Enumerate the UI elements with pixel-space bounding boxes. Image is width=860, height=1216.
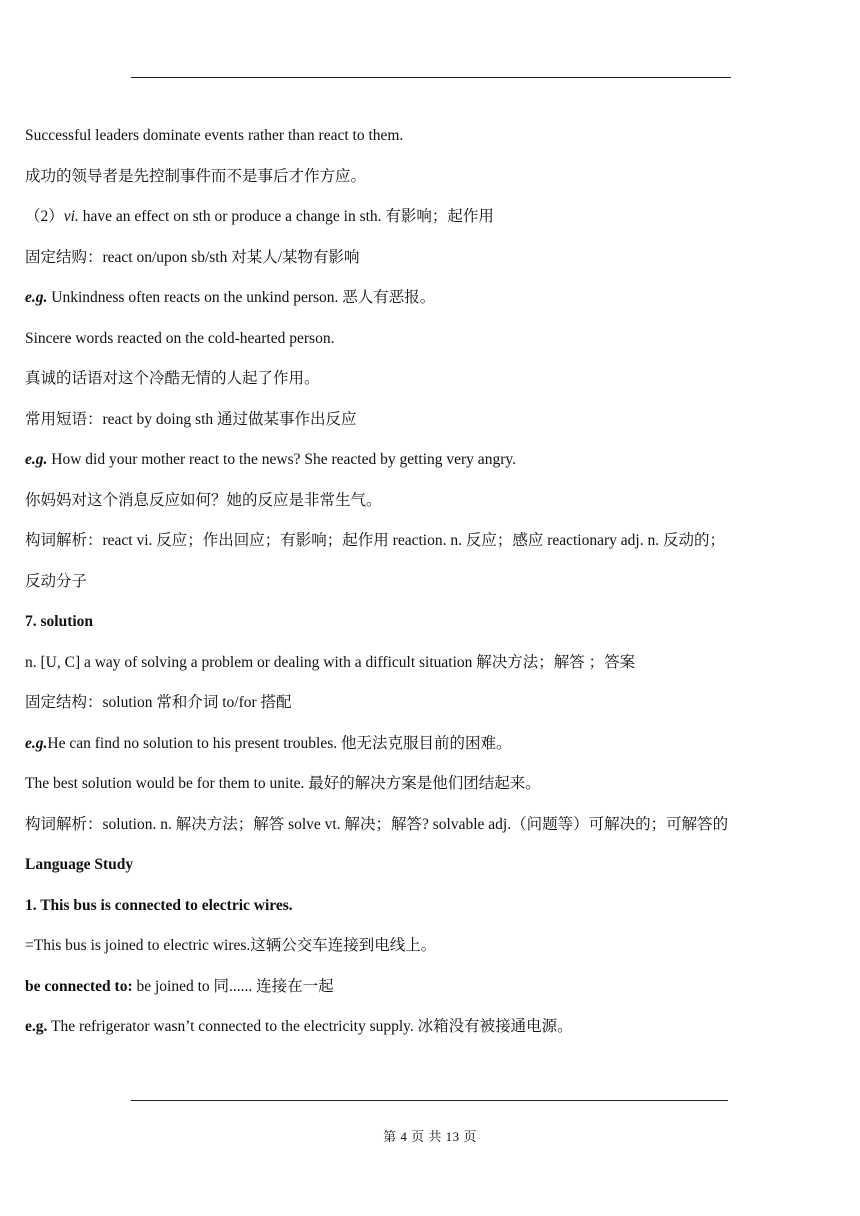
text-bolditalic: e.g. — [25, 734, 48, 752]
text-bold: 7. solution — [25, 613, 94, 630]
text-text: have an effect on sth or produce a change in sth. 有影响；起作用 — [78, 208, 494, 225]
text-text: The refrigerator wasn’t connected to the electricity supply. 冰箱没有被接通电源。 — [47, 1018, 573, 1035]
text-line — [25, 1013, 840, 1054]
text-line — [25, 649, 840, 690]
text-text: Unkindness often reacts on the unkind person. 恶人有恶报。 — [47, 289, 436, 306]
text-line — [25, 811, 840, 852]
text-text: Successful leaders dominate events rather than react to them. — [25, 127, 404, 144]
text-line — [25, 325, 840, 366]
text-text: 真诚的话语对这个冷酷无情的人起了作用。 — [25, 370, 320, 387]
text-text: 你妈妈对这个消息反应如何？她的反应是非常生气。 — [25, 491, 382, 509]
text-text: 成功的领导者是先控制事件而不是事后才作方应。 — [25, 167, 367, 185]
text-text: 常用短语：react by doing sth 通过做某事作出反应 — [25, 410, 357, 428]
text-text: He can find no solution to his present troubles. 他无法克服目前的困难。 — [47, 734, 512, 752]
text-line — [25, 163, 840, 204]
text-text: 构词解析：solution. n. 解决方法；解答 solve vt. 解决；解答? solvable adj.（问题等）可解决的；可解答的 — [25, 815, 729, 833]
text-text: 固定结构：solution 常和介词 to/for 搭配 — [25, 694, 292, 711]
text-line — [25, 244, 840, 285]
page-footer: 第 4 页 共 13 页 — [383, 1129, 477, 1144]
text-line — [25, 406, 840, 447]
text-text: Sincere words reacted on the cold-hearted person. — [25, 329, 335, 347]
text-bold: e.g. — [25, 1018, 48, 1035]
header-rule — [131, 77, 731, 78]
text-line — [25, 770, 840, 811]
text-text: 构词解析：react vi. 反应；作出回应；有影响；起作用 reaction. n. 反应；感应 reactionary adj. n. 反动的； — [25, 532, 725, 549]
text-text: n. [U, C] a way of solving a problem or dealing with a difficult situation 解决方法；解答 ；答案 — [25, 653, 636, 671]
text-bolditalic: e.g. — [25, 451, 48, 468]
text-line — [25, 446, 840, 487]
text-text: 固定结购：react on/upon sb/sth 对某人/某物有影响 — [25, 248, 360, 266]
text-line — [25, 568, 840, 609]
text-line — [25, 689, 840, 730]
footer-rule — [131, 1100, 728, 1101]
text-text: 反动分子 — [25, 572, 88, 590]
text-text: be joined to 同...... 连接在一起 — [132, 977, 334, 995]
text-bold: be connected to: — [25, 977, 133, 995]
text-bold: 1. This bus is connected to electric wires. — [25, 896, 293, 914]
text-line — [25, 203, 840, 244]
text-line — [25, 973, 840, 1014]
text-line — [25, 851, 840, 892]
text-line — [25, 932, 840, 973]
text-italic: vi. — [63, 208, 79, 225]
text-line — [25, 730, 840, 771]
document-body — [25, 122, 840, 1054]
text-line — [25, 527, 840, 568]
text-line — [25, 892, 840, 933]
text-prefix: （2） — [25, 208, 64, 225]
text-line — [25, 122, 840, 163]
text-bold: Language Study — [25, 856, 134, 873]
text-line — [25, 284, 840, 325]
text-line — [25, 365, 840, 406]
text-line — [25, 487, 840, 528]
text-line — [25, 608, 840, 649]
text-text: =This bus is joined to electric wires.这辆公交车连接到电线上。 — [25, 937, 437, 954]
text-bolditalic: e.g. — [25, 289, 48, 306]
text-text: How did your mother react to the news? She reacted by getting very angry. — [47, 451, 516, 468]
text-text: The best solution would be for them to unite. 最好的解决方案是他们团结起来。 — [25, 775, 541, 792]
